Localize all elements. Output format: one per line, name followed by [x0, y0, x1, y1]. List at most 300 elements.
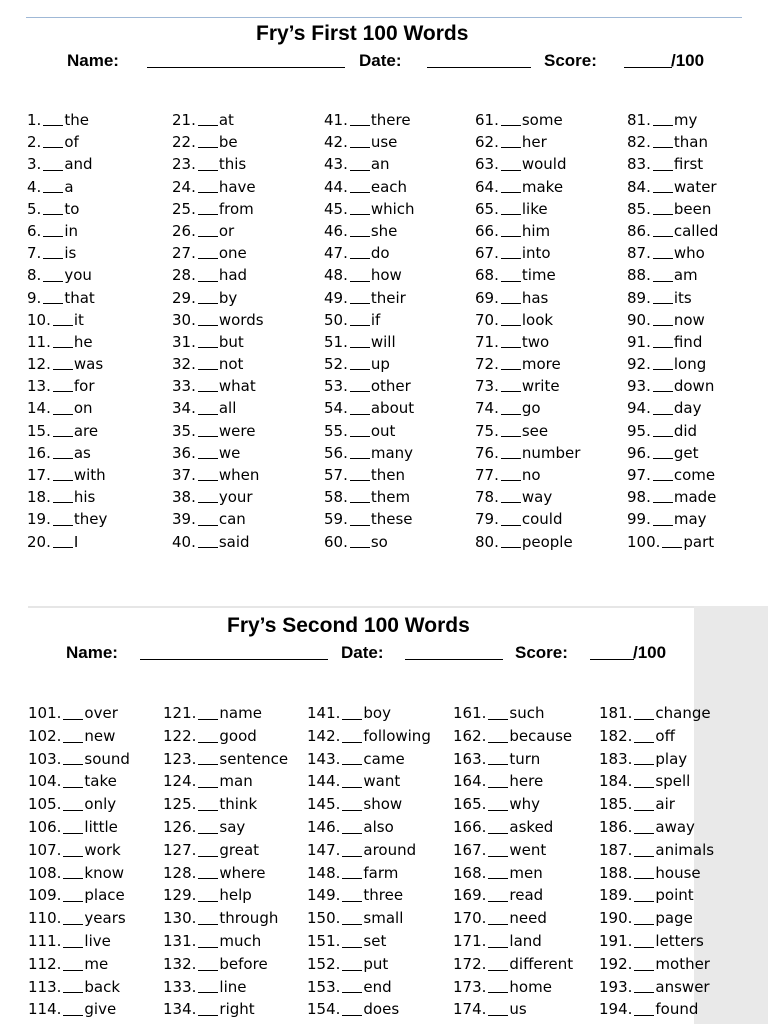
- sight-word: farm: [363, 863, 399, 882]
- sight-word: read: [509, 886, 544, 905]
- check-blank[interactable]: [488, 833, 508, 834]
- score-blank[interactable]: [590, 659, 634, 660]
- check-blank[interactable]: [342, 992, 362, 993]
- check-blank[interactable]: [488, 970, 508, 971]
- sight-word: land: [509, 931, 542, 950]
- date-blank[interactable]: [427, 67, 531, 68]
- check-blank[interactable]: [662, 547, 682, 548]
- check-blank[interactable]: [63, 833, 83, 834]
- check-blank[interactable]: [350, 125, 370, 126]
- check-blank[interactable]: [342, 1015, 362, 1016]
- check-blank[interactable]: [350, 502, 370, 503]
- word-number: 150.: [307, 909, 341, 928]
- check-blank[interactable]: [653, 525, 673, 526]
- check-blank[interactable]: [342, 764, 362, 765]
- check-blank[interactable]: [634, 764, 654, 765]
- word-item: [475, 264, 627, 286]
- check-blank[interactable]: [488, 856, 508, 857]
- word-number: 134.: [163, 1000, 197, 1019]
- check-blank[interactable]: [634, 856, 654, 857]
- check-blank[interactable]: [43, 214, 63, 215]
- word-item: [627, 109, 767, 131]
- check-blank[interactable]: [198, 258, 218, 259]
- check-blank[interactable]: [63, 742, 83, 743]
- check-blank[interactable]: [350, 458, 370, 459]
- check-blank[interactable]: [198, 856, 218, 857]
- sight-word: put: [363, 954, 389, 973]
- check-blank[interactable]: [342, 719, 362, 720]
- check-blank[interactable]: [653, 480, 673, 481]
- check-blank[interactable]: [350, 391, 370, 392]
- check-blank[interactable]: [350, 236, 370, 237]
- check-blank[interactable]: [63, 947, 83, 948]
- word-number: 79.: [475, 510, 499, 529]
- check-blank[interactable]: [634, 787, 654, 788]
- word-number: 124.: [163, 772, 197, 791]
- check-blank[interactable]: [653, 369, 673, 370]
- check-blank[interactable]: [43, 236, 63, 237]
- check-blank[interactable]: [501, 325, 521, 326]
- check-blank[interactable]: [63, 924, 83, 925]
- date-blank[interactable]: [405, 659, 503, 660]
- check-blank[interactable]: [53, 525, 73, 526]
- check-blank[interactable]: [198, 480, 218, 481]
- word-item: [453, 930, 599, 953]
- sight-word: was: [73, 355, 104, 374]
- check-blank[interactable]: [501, 192, 521, 193]
- check-blank[interactable]: [342, 787, 362, 788]
- sight-word: long: [673, 355, 707, 374]
- check-blank[interactable]: [501, 525, 521, 526]
- word-item: [172, 309, 324, 331]
- word-item: [475, 242, 627, 264]
- check-blank[interactable]: [198, 414, 218, 415]
- check-blank[interactable]: [350, 414, 370, 415]
- check-blank[interactable]: [501, 125, 521, 126]
- check-blank[interactable]: [198, 992, 218, 993]
- check-blank[interactable]: [198, 833, 218, 834]
- word-item: [599, 839, 719, 862]
- check-blank[interactable]: [488, 1015, 508, 1016]
- check-blank[interactable]: [350, 258, 370, 259]
- sight-word: she: [370, 221, 398, 240]
- check-blank[interactable]: [501, 303, 521, 304]
- word-item: [28, 998, 163, 1021]
- word-number: 129.: [163, 886, 197, 905]
- check-blank[interactable]: [488, 810, 508, 811]
- word-number: 40.: [172, 532, 196, 551]
- sight-word: work: [84, 840, 121, 859]
- word-item: [324, 109, 475, 131]
- sight-word: me: [84, 954, 109, 973]
- word-number: 59.: [324, 510, 348, 529]
- sight-word: new: [84, 726, 116, 745]
- word-item: [27, 287, 172, 309]
- check-blank[interactable]: [350, 147, 370, 148]
- check-blank[interactable]: [63, 901, 83, 902]
- word-number: 144.: [307, 772, 341, 791]
- check-blank[interactable]: [198, 547, 218, 548]
- word-item: [627, 220, 767, 242]
- check-blank[interactable]: [488, 947, 508, 948]
- check-blank[interactable]: [43, 281, 63, 282]
- check-blank[interactable]: [634, 992, 654, 993]
- word-item: [163, 976, 307, 999]
- check-blank[interactable]: [501, 369, 521, 370]
- check-blank[interactable]: [198, 458, 218, 459]
- check-blank[interactable]: [198, 502, 218, 503]
- check-blank[interactable]: [198, 303, 218, 304]
- check-blank[interactable]: [653, 236, 673, 237]
- word-item: [453, 953, 599, 976]
- check-blank[interactable]: [198, 147, 218, 148]
- check-blank[interactable]: [501, 214, 521, 215]
- score-blank[interactable]: [624, 67, 672, 68]
- word-item: [27, 486, 172, 508]
- word-number: 188.: [599, 863, 633, 882]
- word-item: [307, 793, 453, 816]
- check-blank[interactable]: [53, 436, 73, 437]
- sight-word: think: [219, 795, 258, 814]
- check-blank[interactable]: [501, 547, 521, 548]
- sight-word: an: [370, 155, 390, 174]
- check-blank[interactable]: [63, 992, 83, 993]
- check-blank[interactable]: [634, 719, 654, 720]
- sight-word: go: [521, 399, 541, 418]
- check-blank[interactable]: [350, 547, 370, 548]
- check-blank[interactable]: [198, 787, 218, 788]
- check-blank[interactable]: [63, 1015, 83, 1016]
- word-grid: [28, 702, 719, 1021]
- check-blank[interactable]: [653, 281, 673, 282]
- word-number: 103.: [28, 749, 62, 768]
- word-item: [28, 884, 163, 907]
- check-blank[interactable]: [634, 878, 654, 879]
- sight-word: would: [521, 155, 567, 174]
- check-blank[interactable]: [198, 192, 218, 193]
- check-blank[interactable]: [198, 325, 218, 326]
- check-blank[interactable]: [198, 236, 218, 237]
- word-item: [599, 953, 719, 976]
- check-blank[interactable]: [43, 125, 63, 126]
- score-label: Score:: [544, 51, 597, 70]
- check-blank[interactable]: [53, 414, 73, 415]
- word-number: 75.: [475, 421, 499, 440]
- check-blank[interactable]: [53, 502, 73, 503]
- word-item: [163, 953, 307, 976]
- word-column: [475, 109, 627, 553]
- sight-word: men: [509, 863, 543, 882]
- sight-word: first: [673, 155, 704, 174]
- check-blank[interactable]: [342, 833, 362, 834]
- sight-word: they: [73, 510, 108, 529]
- check-blank[interactable]: [488, 764, 508, 765]
- word-number: 31.: [172, 332, 196, 351]
- sight-word: air: [655, 795, 675, 814]
- check-blank[interactable]: [63, 719, 83, 720]
- check-blank[interactable]: [488, 901, 508, 902]
- word-item: [475, 442, 627, 464]
- check-blank[interactable]: [350, 369, 370, 370]
- check-blank[interactable]: [53, 369, 73, 370]
- check-blank[interactable]: [198, 125, 218, 126]
- check-blank[interactable]: [198, 901, 218, 902]
- word-item: [27, 198, 172, 220]
- check-blank[interactable]: [634, 833, 654, 834]
- check-blank[interactable]: [198, 1015, 218, 1016]
- check-blank[interactable]: [198, 170, 218, 171]
- word-number: 77.: [475, 466, 499, 484]
- check-blank[interactable]: [198, 719, 218, 720]
- check-blank[interactable]: [653, 125, 673, 126]
- sight-word: sentence: [219, 749, 289, 768]
- word-number: 63.: [475, 155, 499, 174]
- check-blank[interactable]: [634, 947, 654, 948]
- check-blank[interactable]: [501, 281, 521, 282]
- word-number: 141.: [307, 704, 341, 722]
- word-item: [172, 242, 324, 264]
- word-number: 147.: [307, 840, 341, 859]
- check-blank[interactable]: [342, 947, 362, 948]
- word-item: [172, 353, 324, 375]
- check-blank[interactable]: [501, 414, 521, 415]
- check-blank[interactable]: [653, 458, 673, 459]
- check-blank[interactable]: [53, 480, 73, 481]
- check-blank[interactable]: [53, 347, 73, 348]
- sight-word: place: [84, 886, 125, 905]
- word-item: [324, 287, 475, 309]
- word-number: 121.: [163, 704, 197, 722]
- check-blank[interactable]: [63, 878, 83, 879]
- check-blank[interactable]: [350, 214, 370, 215]
- check-blank[interactable]: [350, 281, 370, 282]
- check-blank[interactable]: [634, 810, 654, 811]
- check-blank[interactable]: [350, 347, 370, 348]
- check-blank[interactable]: [653, 502, 673, 503]
- sight-word: say: [219, 817, 246, 836]
- check-blank[interactable]: [501, 170, 521, 171]
- sight-word: turn: [509, 749, 541, 768]
- check-blank[interactable]: [342, 878, 362, 879]
- check-blank[interactable]: [63, 787, 83, 788]
- sight-word: know: [84, 863, 125, 882]
- check-blank[interactable]: [501, 480, 521, 481]
- word-number: 2.: [27, 133, 42, 152]
- check-blank[interactable]: [63, 764, 83, 765]
- sight-word: water: [673, 177, 717, 196]
- word-number: 10.: [27, 310, 51, 329]
- word-number: 35.: [172, 421, 196, 440]
- check-blank[interactable]: [350, 192, 370, 193]
- word-item: [599, 976, 719, 999]
- word-number: 172.: [453, 954, 487, 973]
- check-blank[interactable]: [342, 924, 362, 925]
- check-blank[interactable]: [501, 347, 521, 348]
- check-blank[interactable]: [198, 947, 218, 948]
- sight-word: boy: [363, 704, 391, 722]
- sight-word: is: [64, 244, 77, 263]
- check-blank[interactable]: [198, 878, 218, 879]
- check-blank[interactable]: [342, 901, 362, 902]
- check-blank[interactable]: [653, 192, 673, 193]
- word-number: 51.: [324, 332, 348, 351]
- check-blank[interactable]: [501, 147, 521, 148]
- word-item: [475, 176, 627, 198]
- check-blank[interactable]: [198, 391, 218, 392]
- word-item: [453, 998, 599, 1021]
- word-number: 127.: [163, 840, 197, 859]
- check-blank[interactable]: [488, 719, 508, 720]
- sight-word: get: [673, 443, 699, 462]
- check-blank[interactable]: [634, 1015, 654, 1016]
- word-item: [27, 531, 172, 553]
- check-blank[interactable]: [53, 547, 73, 548]
- check-blank[interactable]: [488, 787, 508, 788]
- word-item: [28, 816, 163, 839]
- check-blank[interactable]: [63, 970, 83, 971]
- check-blank[interactable]: [501, 436, 521, 437]
- word-number: 25.: [172, 199, 196, 218]
- name-blank[interactable]: [140, 659, 328, 660]
- word-number: 98.: [627, 488, 651, 507]
- word-item: [172, 287, 324, 309]
- check-blank[interactable]: [501, 502, 521, 503]
- check-blank[interactable]: [198, 525, 218, 526]
- name-blank[interactable]: [147, 67, 345, 68]
- check-blank[interactable]: [350, 525, 370, 526]
- sight-word: had: [218, 266, 248, 285]
- sight-word: find: [673, 332, 703, 351]
- word-number: 6.: [27, 221, 42, 240]
- check-blank[interactable]: [198, 742, 218, 743]
- word-item: [27, 176, 172, 198]
- check-blank[interactable]: [350, 170, 370, 171]
- check-blank[interactable]: [501, 391, 521, 392]
- check-blank[interactable]: [488, 924, 508, 925]
- check-blank[interactable]: [488, 992, 508, 993]
- check-blank[interactable]: [634, 970, 654, 971]
- sight-word: such: [509, 704, 545, 722]
- word-number: 82.: [627, 133, 651, 152]
- word-item: [324, 486, 475, 508]
- word-number: 46.: [324, 221, 348, 240]
- check-blank[interactable]: [53, 458, 73, 459]
- word-number: 192.: [599, 954, 633, 973]
- check-blank[interactable]: [43, 303, 63, 304]
- sight-word: at: [218, 111, 234, 129]
- check-blank[interactable]: [350, 303, 370, 304]
- sight-word: found: [655, 1000, 699, 1019]
- sight-word: more: [521, 355, 561, 374]
- check-blank[interactable]: [53, 391, 73, 392]
- check-blank[interactable]: [653, 414, 673, 415]
- check-blank[interactable]: [198, 970, 218, 971]
- check-blank[interactable]: [634, 901, 654, 902]
- word-number: 109.: [28, 886, 62, 905]
- word-number: 87.: [627, 244, 651, 263]
- check-blank[interactable]: [653, 214, 673, 215]
- check-blank[interactable]: [488, 878, 508, 879]
- check-blank[interactable]: [342, 810, 362, 811]
- word-number: 128.: [163, 863, 197, 882]
- check-blank[interactable]: [653, 170, 673, 171]
- check-blank[interactable]: [653, 347, 673, 348]
- check-blank[interactable]: [198, 281, 218, 282]
- word-item: [324, 420, 475, 442]
- check-blank[interactable]: [342, 856, 362, 857]
- check-blank[interactable]: [198, 369, 218, 370]
- word-number: 171.: [453, 931, 487, 950]
- check-blank[interactable]: [634, 742, 654, 743]
- check-blank[interactable]: [501, 458, 521, 459]
- check-blank[interactable]: [198, 436, 218, 437]
- word-column: [28, 702, 163, 1021]
- sight-word: did: [673, 421, 698, 440]
- page-edge: [28, 606, 694, 608]
- check-blank[interactable]: [501, 236, 521, 237]
- word-column: [172, 109, 324, 553]
- word-item: [307, 976, 453, 999]
- check-blank[interactable]: [350, 436, 370, 437]
- sight-word: way: [521, 488, 553, 507]
- check-blank[interactable]: [653, 303, 673, 304]
- check-blank[interactable]: [43, 170, 63, 171]
- check-blank[interactable]: [198, 924, 218, 925]
- check-blank[interactable]: [43, 147, 63, 148]
- check-blank[interactable]: [653, 436, 673, 437]
- check-blank[interactable]: [43, 192, 63, 193]
- word-number: 7.: [27, 244, 42, 263]
- check-blank[interactable]: [198, 764, 218, 765]
- word-item: [324, 220, 475, 242]
- sight-word: then: [370, 466, 405, 484]
- check-blank[interactable]: [43, 258, 63, 259]
- word-number: 22.: [172, 133, 196, 152]
- word-number: 162.: [453, 726, 487, 745]
- sight-word: around: [363, 840, 417, 859]
- check-blank[interactable]: [653, 258, 673, 259]
- check-blank[interactable]: [488, 742, 508, 743]
- word-item: [475, 397, 627, 419]
- word-item: [28, 930, 163, 953]
- check-blank[interactable]: [653, 147, 673, 148]
- check-blank[interactable]: [198, 810, 218, 811]
- check-blank[interactable]: [653, 391, 673, 392]
- word-item: [599, 702, 719, 725]
- check-blank[interactable]: [198, 347, 218, 348]
- check-blank[interactable]: [63, 856, 83, 857]
- word-item: [172, 420, 324, 442]
- check-blank[interactable]: [350, 325, 370, 326]
- check-blank[interactable]: [342, 742, 362, 743]
- check-blank[interactable]: [501, 258, 521, 259]
- sight-word: their: [370, 288, 406, 307]
- check-blank[interactable]: [342, 970, 362, 971]
- sight-word: it: [73, 310, 84, 329]
- word-number: 76.: [475, 443, 499, 462]
- check-blank[interactable]: [198, 214, 218, 215]
- word-number: 15.: [27, 421, 51, 440]
- word-item: [324, 508, 475, 530]
- word-number: 174.: [453, 1000, 487, 1019]
- check-blank[interactable]: [53, 325, 73, 326]
- check-blank[interactable]: [350, 480, 370, 481]
- check-blank[interactable]: [653, 325, 673, 326]
- check-blank[interactable]: [63, 810, 83, 811]
- check-blank[interactable]: [634, 924, 654, 925]
- word-number: 49.: [324, 288, 348, 307]
- word-item: [163, 884, 307, 907]
